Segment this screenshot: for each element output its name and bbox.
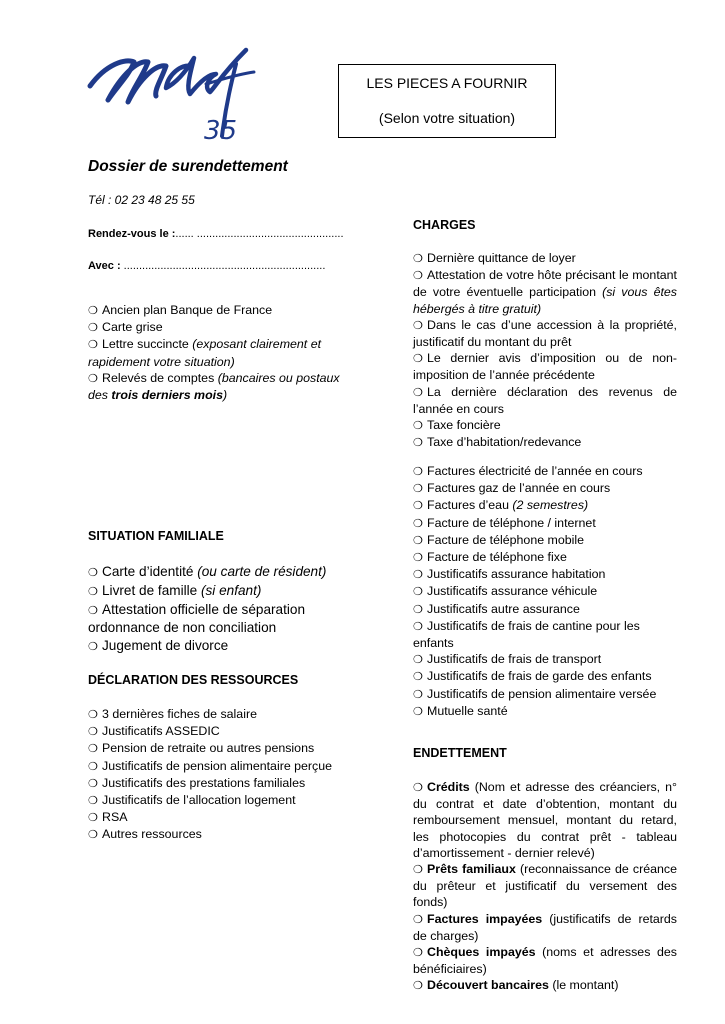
list-item: ❍Crédits (Nom et adresse des créanciers, n° du contrat et date d’obtention, montant du remboursement mensuel, montant du retard, les photocopies du contrat prêt - tableau d’amortissement - dernier relevé) [413,779,677,861]
checkbox-icon [88,775,102,792]
checkbox-icon [413,350,427,367]
list-item: ❍Mutuelle santé [413,703,677,720]
checkbox-icon [88,336,102,353]
list-item: ❍Justificatifs de pension alimentaire versée [413,686,677,703]
checkbox-icon [88,792,102,809]
list-item: ❍Taxe d’habitation/redevance [413,434,677,451]
list-item: ❍Facture de téléphone fixe [413,549,677,566]
list-item: ❍Taxe foncière [413,417,677,434]
list-item: ❍Découvert bancaires (le montant) [413,977,677,994]
avec-label: Avec : [88,260,121,272]
list-item: ❍Prêts familiaux (reconnaissance de créance du prêteur et justificatif du versement des fonds) [413,861,677,911]
checkbox-icon [413,417,427,434]
ressources-heading: DÉCLARATION DES RESSOURCES [88,673,299,687]
list-item: ❍Pension de retraite ou autres pensions [88,740,348,757]
checkbox-icon [413,861,427,878]
list-item: ❍Factures électricité de l’année en cours [413,463,677,480]
checkbox-icon [413,515,427,532]
phone-number: Tél : 02 23 48 25 55 [88,193,195,207]
list-item: ❍Dernière quittance de loyer [413,250,677,267]
checkbox-icon [413,566,427,583]
factures-list [413,463,677,720]
list-item: ❍Factures gaz de l’année en cours [413,480,677,497]
list-item: ❍RSA [88,809,348,826]
list-item: ❍Lettre succincte (exposant clairement et rapidement votre situation) [88,336,348,369]
checkbox-icon [88,370,102,387]
checkbox-icon [413,250,427,267]
checkbox-icon [88,302,102,319]
checkbox-icon [413,583,427,600]
list-item: ❍3 dernières fiches de salaire [88,706,348,723]
checkbox-icon [413,977,427,994]
checkbox-icon [413,497,427,514]
list-item: ❍Attestation officielle de séparation ordonnance de non conciliation [88,601,358,638]
list-item: ❍Justificatifs ASSEDIC [88,723,348,740]
checkbox-icon [413,463,427,480]
situation-heading: SITUATION FAMILIALE [88,529,224,543]
checkbox-icon [88,758,102,775]
list-item: ❍Facture de téléphone mobile [413,532,677,549]
rendez-vous-line [88,228,344,240]
list-item: ❍Le dernier avis d’imposition ou de non-imposition de l’année précédente [413,350,677,383]
list-item: ❍Dans le cas d’une accession à la propriété, justificatif du montant du prêt [413,317,677,350]
list-item: ❍Justificatifs de frais de transport [413,651,677,668]
mdaf-logo [86,44,258,144]
list-item: ❍Justificatifs de frais de garde des enfants [413,668,677,685]
checkbox-icon [413,779,427,796]
checkbox-icon [413,317,427,334]
list-item: ❍Chèques impayés (noms et adresses des bénéficiaires) [413,944,677,977]
checkbox-icon [88,582,102,601]
list-item: ❍Justificatifs assurance véhicule [413,583,677,600]
checkbox-icon [413,434,427,451]
checkbox-icon [88,723,102,740]
checkbox-icon [413,651,427,668]
checkbox-icon [88,740,102,757]
charges-list [413,250,677,451]
list-item: ❍Justificatifs assurance habitation [413,566,677,583]
checkbox-icon [413,686,427,703]
checkbox-icon [88,601,102,620]
situation-list [88,563,358,656]
checkbox-icon [413,532,427,549]
rendez-vous-blank: ...... ................................................ [175,228,344,240]
checkbox-icon [88,706,102,723]
checkbox-icon [413,703,427,720]
checkbox-icon [413,267,427,284]
checkbox-icon [413,601,427,618]
checkbox-icon [88,809,102,826]
list-item: ❍Justificatifs de frais de cantine pour les enfants [413,618,677,651]
checkbox-icon [413,618,427,635]
ressources-list [88,706,348,844]
list-item: ❍Carte d’identité (ou carte de résident) [88,563,358,582]
logo-number: 35 [204,116,238,144]
checkbox-icon [413,944,427,961]
title-box [338,64,556,138]
list-item: ❍Attestation de votre hôte précisant le montant de votre éventuelle participation (si vous êtes hébergés à titre gratuit) [413,267,677,317]
list-item: ❍La dernière déclaration des revenus de l’année en cours [413,384,677,417]
checkbox-icon [413,549,427,566]
checkbox-icon [413,911,427,928]
general-documents-list [88,302,348,403]
endettement-heading: ENDETTEMENT [413,746,507,760]
title-line-1: LES PIECES A FOURNIR [366,75,528,91]
list-item: ❍Justificatifs autre assurance [413,601,677,618]
list-item: ❍Autres ressources [88,826,348,843]
list-item: ❍Carte grise [88,319,348,336]
charges-heading: CHARGES [413,218,476,232]
list-item: ❍Justificatifs de l’allocation logement [88,792,348,809]
endettement-list [413,779,677,995]
list-item: ❍Justificatifs de pension alimentaire perçue [88,758,348,775]
checkbox-icon [88,563,102,582]
checkbox-icon [413,384,427,401]
checkbox-icon [88,319,102,336]
list-item: ❍Ancien plan Banque de France [88,302,348,319]
checkbox-icon [88,637,102,656]
checkbox-icon [413,480,427,497]
title-line-2: (Selon votre situation) [378,110,516,126]
list-item: ❍Factures d’eau (2 semestres) [413,497,677,514]
list-item: ❍Facture de téléphone / internet [413,515,677,532]
avec-line [88,260,325,272]
avec-blank: .................................................................. [123,260,326,272]
list-item: ❍Justificatifs des prestations familiales [88,775,348,792]
checkbox-icon [88,826,102,843]
list-item: ❍Livret de famille (si enfant) [88,582,358,601]
list-item: ❍Jugement de divorce [88,637,358,656]
list-item: ❍Relevés de comptes (bancaires ou postaux des trois derniers mois) [88,370,348,403]
list-item: ❍Factures impayées (justificatifs de retards de charges) [413,911,677,944]
checkbox-icon [413,668,427,685]
rendez-vous-label: Rendez-vous le : [88,228,176,240]
dossier-title: Dossier de surendettement [88,158,288,175]
